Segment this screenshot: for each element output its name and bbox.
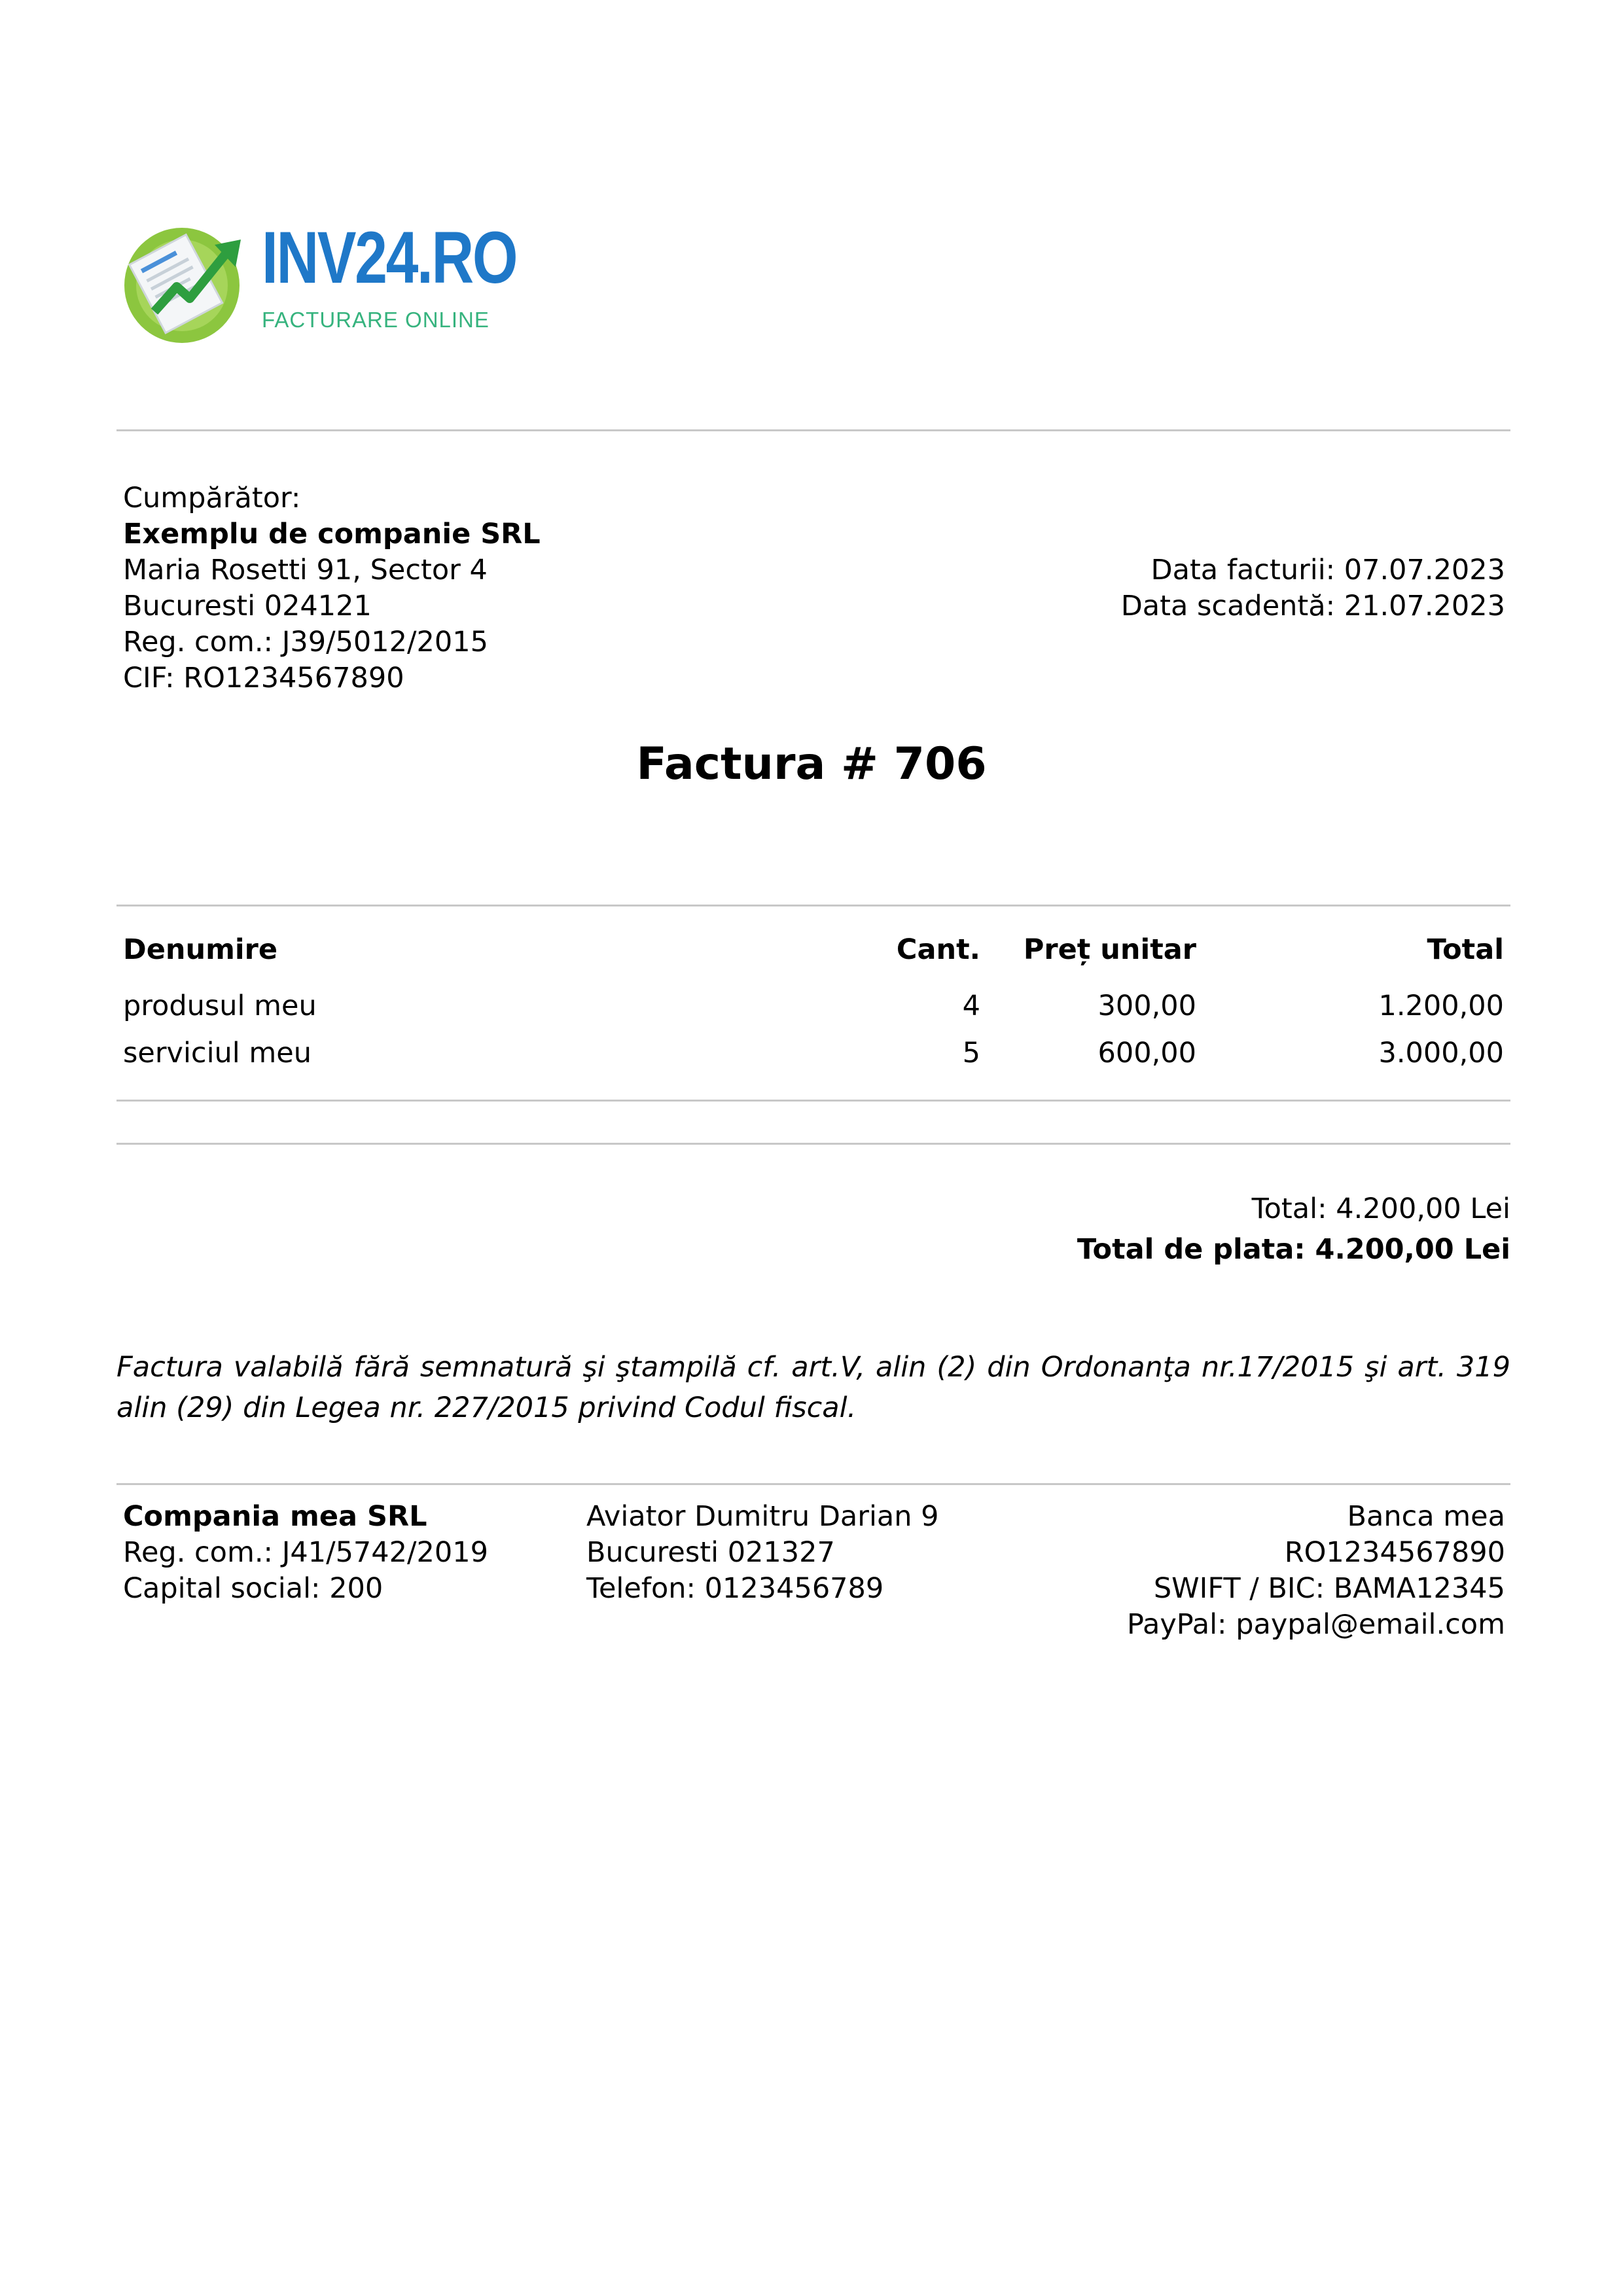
total-to-pay: Total de plata: 4.200,00 Lei	[1077, 1233, 1510, 1266]
table-header	[123, 932, 1504, 968]
buyer-address: Maria Rosetti 91, Sector 4	[123, 554, 488, 586]
divider	[116, 1483, 1510, 1485]
bank-iban: RO1234567890	[1284, 1536, 1505, 1569]
seller-name: Compania mea SRL	[123, 1500, 427, 1533]
logo-invoice-growth-icon	[116, 213, 247, 344]
seller-reg: Reg. com.: J41/5742/2019	[123, 1536, 488, 1569]
item-total: 3.000,00	[1378, 1037, 1504, 1069]
buyer-city: Bucuresti 024121	[123, 590, 372, 622]
totals-block	[1077, 1189, 1510, 1270]
logo-title: INV24.RO	[262, 217, 517, 298]
seller-phone: Telefon: 0123456789	[586, 1572, 884, 1605]
bank-name: Banca mea	[1347, 1500, 1505, 1533]
dates-block	[1121, 552, 1505, 624]
bank-swift: SWIFT / BIC: BAMA12345	[1153, 1572, 1505, 1605]
divider	[116, 905, 1510, 906]
seller-address: Aviator Dumitru Darian 9	[586, 1500, 939, 1533]
item-total: 1.200,00	[1378, 990, 1504, 1022]
issue-date: Data facturii: 07.07.2023	[1150, 554, 1505, 586]
item-unit-price: 600,00	[1097, 1037, 1196, 1069]
total-amount: Total: 4.200,00 Lei	[1251, 1193, 1510, 1225]
logo-subtitle: FACTURARE ONLINE	[262, 308, 490, 332]
legal-note: Factura valabilă fără semnatură şi ştampilă cf. art.V, alin (2) din Ordonanţa nr.17/2015 şi art. 319 alin (29) din Legea nr. 227/2015 privind Codul fiscal.	[116, 1351, 1510, 1424]
seller-bank	[1127, 1499, 1505, 1643]
seller-city: Bucuresti 021327	[586, 1536, 835, 1569]
header-unit-price: Preț unitar	[1023, 933, 1196, 966]
buyer-name: Exemplu de companie SRL	[123, 518, 541, 550]
table-row	[123, 1035, 1504, 1071]
buyer-cif: CIF: RO1234567890	[123, 662, 404, 694]
due-date: Data scadentă: 21.07.2023	[1120, 590, 1505, 622]
paypal-contact: PayPal: paypal@email.com	[1126, 1608, 1505, 1641]
invoice-title: Factura # 706	[636, 738, 987, 790]
divider	[116, 1143, 1510, 1145]
item-qty: 4	[962, 990, 980, 1022]
seller-company	[123, 1499, 488, 1607]
table-row	[123, 988, 1504, 1024]
buyer-reg: Reg. com.: J39/5012/2015	[123, 626, 488, 658]
divider	[116, 1100, 1510, 1102]
item-name: serviciul meu	[123, 1037, 312, 1069]
seller-contact	[586, 1499, 939, 1607]
item-qty: 5	[962, 1037, 980, 1069]
divider	[116, 429, 1510, 431]
buyer-label: Cumpărător:	[123, 482, 301, 514]
seller-capital: Capital social: 200	[123, 1572, 383, 1605]
header-total: Total	[1427, 933, 1504, 966]
item-name: produsul meu	[123, 990, 317, 1022]
company-logo	[116, 213, 517, 344]
header-qty: Cant.	[896, 933, 980, 966]
item-unit-price: 300,00	[1097, 990, 1196, 1022]
buyer-block	[123, 480, 541, 696]
header-name: Denumire	[123, 933, 277, 966]
